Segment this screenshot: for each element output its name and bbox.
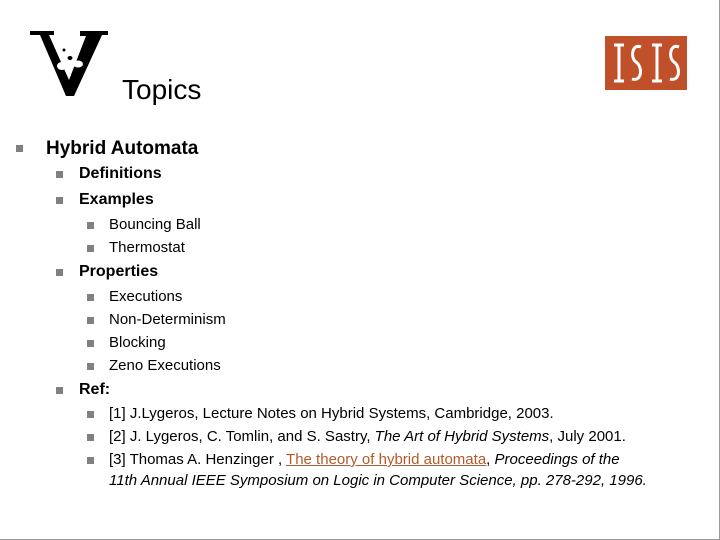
bullet-icon: [87, 457, 94, 464]
bullet-icon: [87, 317, 94, 324]
outline-ref: Ref:: [79, 381, 111, 398]
bullet-icon: [56, 269, 63, 276]
outline-zeno-executions: Zeno Executions: [109, 357, 221, 374]
bullet-icon: [87, 434, 94, 441]
bullet-icon: [56, 387, 63, 394]
vanderbilt-v-logo: [28, 28, 110, 98]
bullet-icon: [16, 145, 23, 152]
reference-3-venue-2: 11th Annual IEEE Symposium on Logic in Computer Science, pp. 278-292, 1996.: [109, 472, 647, 489]
reference-3-comma: ,: [486, 451, 495, 468]
bullet-icon: [87, 245, 94, 252]
outline-non-determinism: Non-Determinism: [109, 311, 226, 328]
outline-properties: Properties: [79, 263, 159, 280]
reference-3-continued: [109, 472, 647, 489]
outline-executions: Executions: [109, 288, 183, 305]
bullet-icon: [87, 294, 94, 301]
reference-3-link[interactable]: The theory of hybrid automata: [286, 451, 487, 468]
bullet-icon: [56, 197, 63, 204]
bullet-icon: [87, 222, 94, 229]
outline-examples: Examples: [79, 191, 154, 208]
isis-logo: [605, 36, 687, 90]
outline-bouncing-ball: Bouncing Ball: [109, 216, 201, 233]
outline-blocking: Blocking: [109, 334, 166, 351]
reference-2-date: , July 2001.: [549, 428, 626, 445]
outline-thermostat: Thermostat: [109, 239, 185, 256]
reference-3-author: [3] Thomas A. Henzinger ,: [109, 451, 287, 468]
reference-2: [109, 428, 626, 445]
reference-2-title: The Art of Hybrid Systems: [374, 428, 550, 445]
reference-3: [109, 451, 620, 468]
outline-definitions: Definitions: [79, 165, 162, 182]
reference-2-authors: [2] J. Lygeros, C. Tomlin, and S. Sastry,: [109, 428, 375, 445]
outline-hybrid-automata: Hybrid Automata: [46, 138, 199, 159]
bullet-icon: [56, 171, 63, 178]
bullet-icon: [87, 363, 94, 370]
bullet-icon: [87, 411, 94, 418]
reference-3-venue-1: Proceedings of the: [494, 451, 620, 468]
bullet-icon: [87, 340, 94, 347]
reference-1: [1] J.Lygeros, Lecture Notes on Hybrid Systems, Cambridge, 2003.: [109, 405, 554, 422]
slide-title: Topics: [122, 74, 202, 105]
